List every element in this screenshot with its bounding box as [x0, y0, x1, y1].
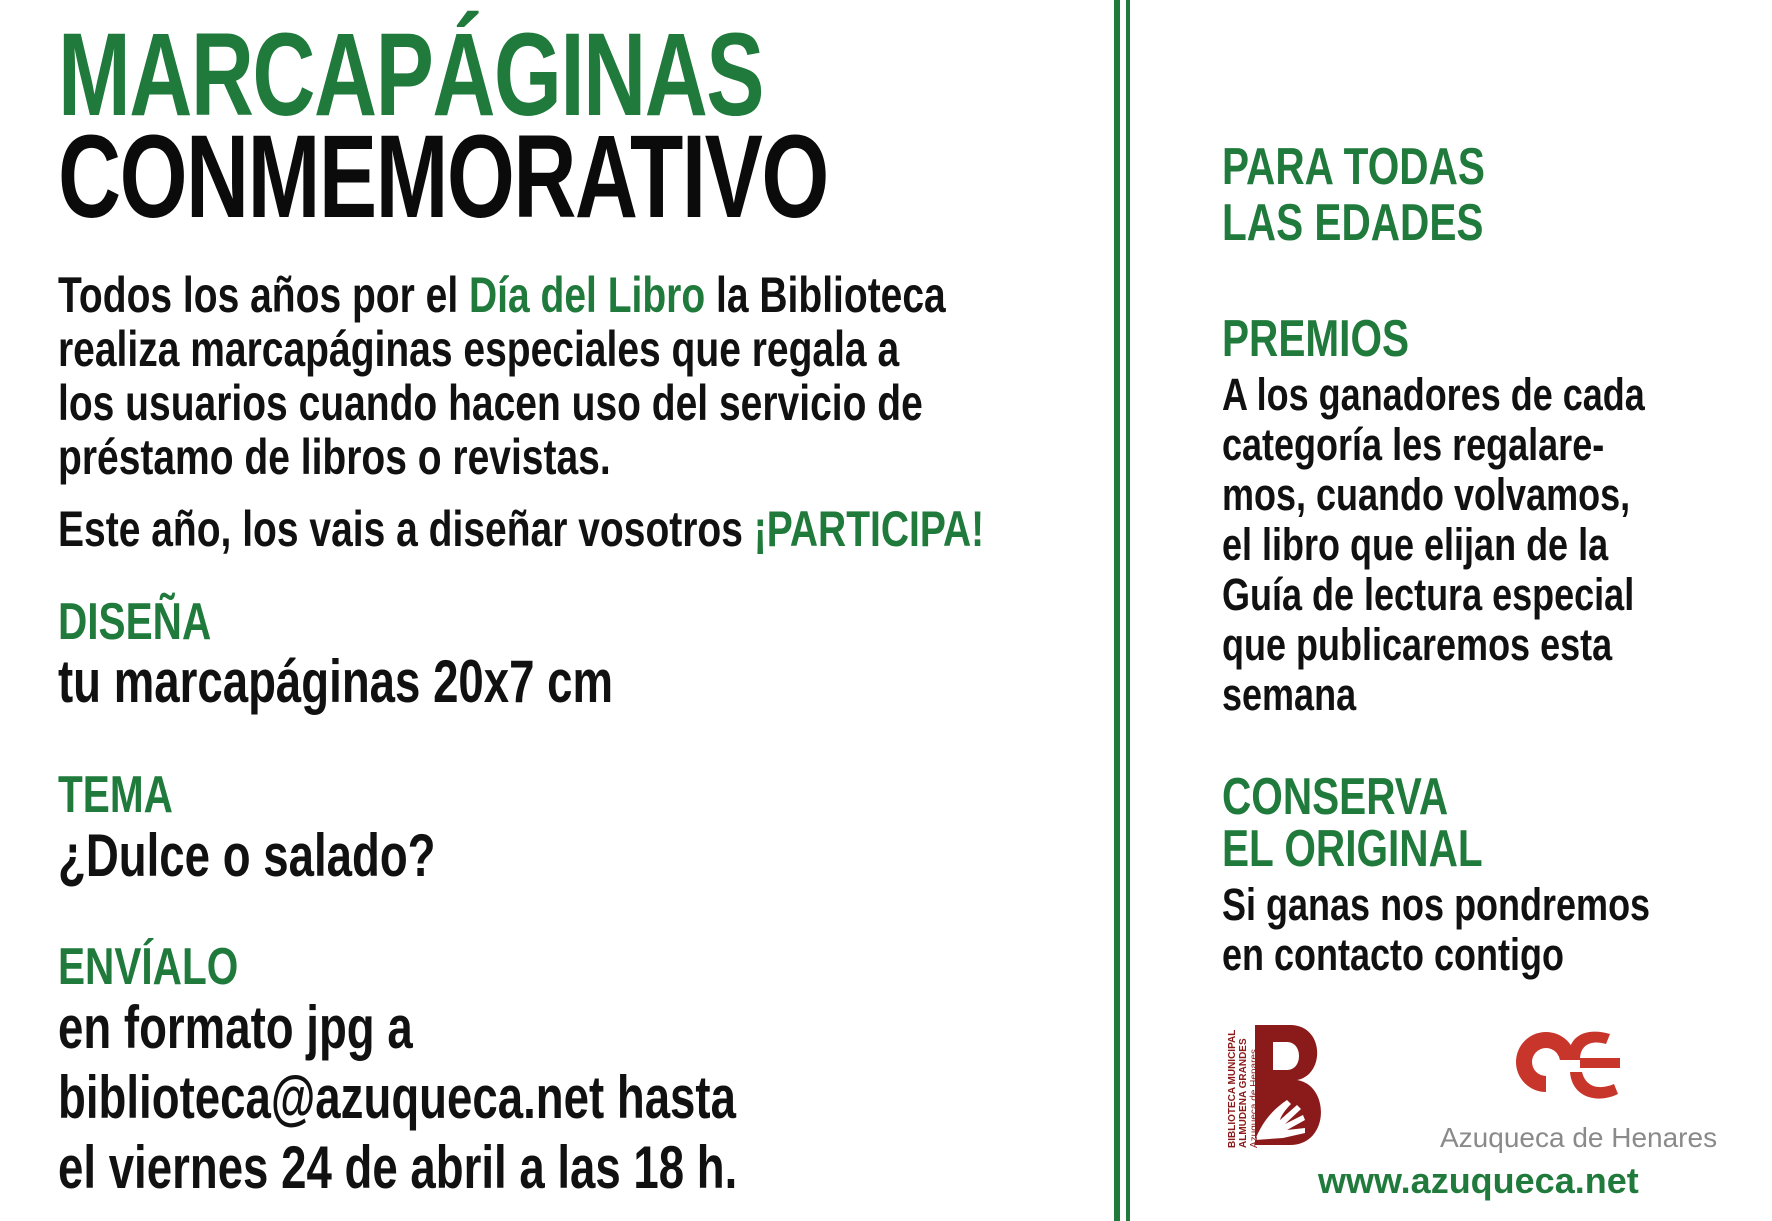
biblioteca-logo-text: BIBLIOTECA MUNICIPAL ALMUDENA GRANDES Azuqueca de Henares [1227, 1029, 1260, 1148]
envialo-email-line: biblioteca@azuqueca.net hasta [58, 1064, 736, 1131]
premios-line-3: mos, cuando volvamos, [1222, 469, 1631, 520]
azuqueca-logo-text: Azuqueca de Henares [1440, 1122, 1718, 1153]
tema-heading: TEMA [58, 766, 173, 824]
dia-del-libro-highlight: Día del Libro [468, 267, 706, 323]
edades-line-1: PARA TODAS [1222, 138, 1485, 196]
column-divider-right [1126, 0, 1130, 1221]
intro-line-1: Todos los años por el Día del Libro la Biblioteca [58, 267, 946, 323]
premios-heading: PREMIOS [1222, 310, 1410, 368]
title-line-2: CONMEMORATIVO [58, 111, 828, 243]
premios-line-5: Guía de lectura especial [1222, 569, 1635, 620]
envialo-line-1: en formato jpg a [58, 994, 413, 1061]
intro-line-2: realiza marcapáginas especiales que regala a [58, 321, 900, 377]
intro-line-5: Este año, los vais a diseñar vosotros ¡PARTICIPA! [58, 501, 985, 557]
conserva-heading-line-2: EL ORIGINAL [1222, 820, 1483, 878]
premios-line-4: el libro que elijan de la [1222, 519, 1609, 570]
disena-heading: DISEÑA [58, 593, 212, 651]
premios-line-2: categoría les regalare- [1222, 419, 1605, 470]
edades-line-2: LAS EDADES [1222, 194, 1484, 252]
tema-text: ¿Dulce o salado? [58, 822, 436, 889]
website-link[interactable]: www.azuqueca.net [1318, 1160, 1639, 1201]
intro-line-4: préstamo de libros o revistas. [58, 429, 611, 485]
column-divider-left [1114, 0, 1120, 1221]
conserva-text-line-2: en contacto contigo [1222, 929, 1564, 980]
premios-line-7: semana [1222, 669, 1357, 720]
premios-line-1: A los ganadores de cada [1222, 369, 1645, 420]
envialo-deadline-line: el viernes 24 de abril a las 18 h. [58, 1134, 738, 1201]
azuqueca-logo-icon [1510, 1020, 1630, 1110]
conserva-heading-line-1: CONSERVA [1222, 768, 1449, 826]
title-line-1: MARCAPÁGINAS [58, 9, 764, 141]
participa-highlight: ¡PARTICIPA! [753, 501, 985, 557]
premios-line-6: que publicaremos esta [1222, 619, 1613, 670]
disena-text: tu marcapáginas 20x7 cm [58, 648, 614, 715]
conserva-text-line-1: Si ganas nos pondremos [1222, 879, 1651, 930]
envialo-heading: ENVÍALO [58, 938, 239, 996]
intro-line-3: los usuarios cuando hacen uso del servicio de [58, 375, 923, 431]
